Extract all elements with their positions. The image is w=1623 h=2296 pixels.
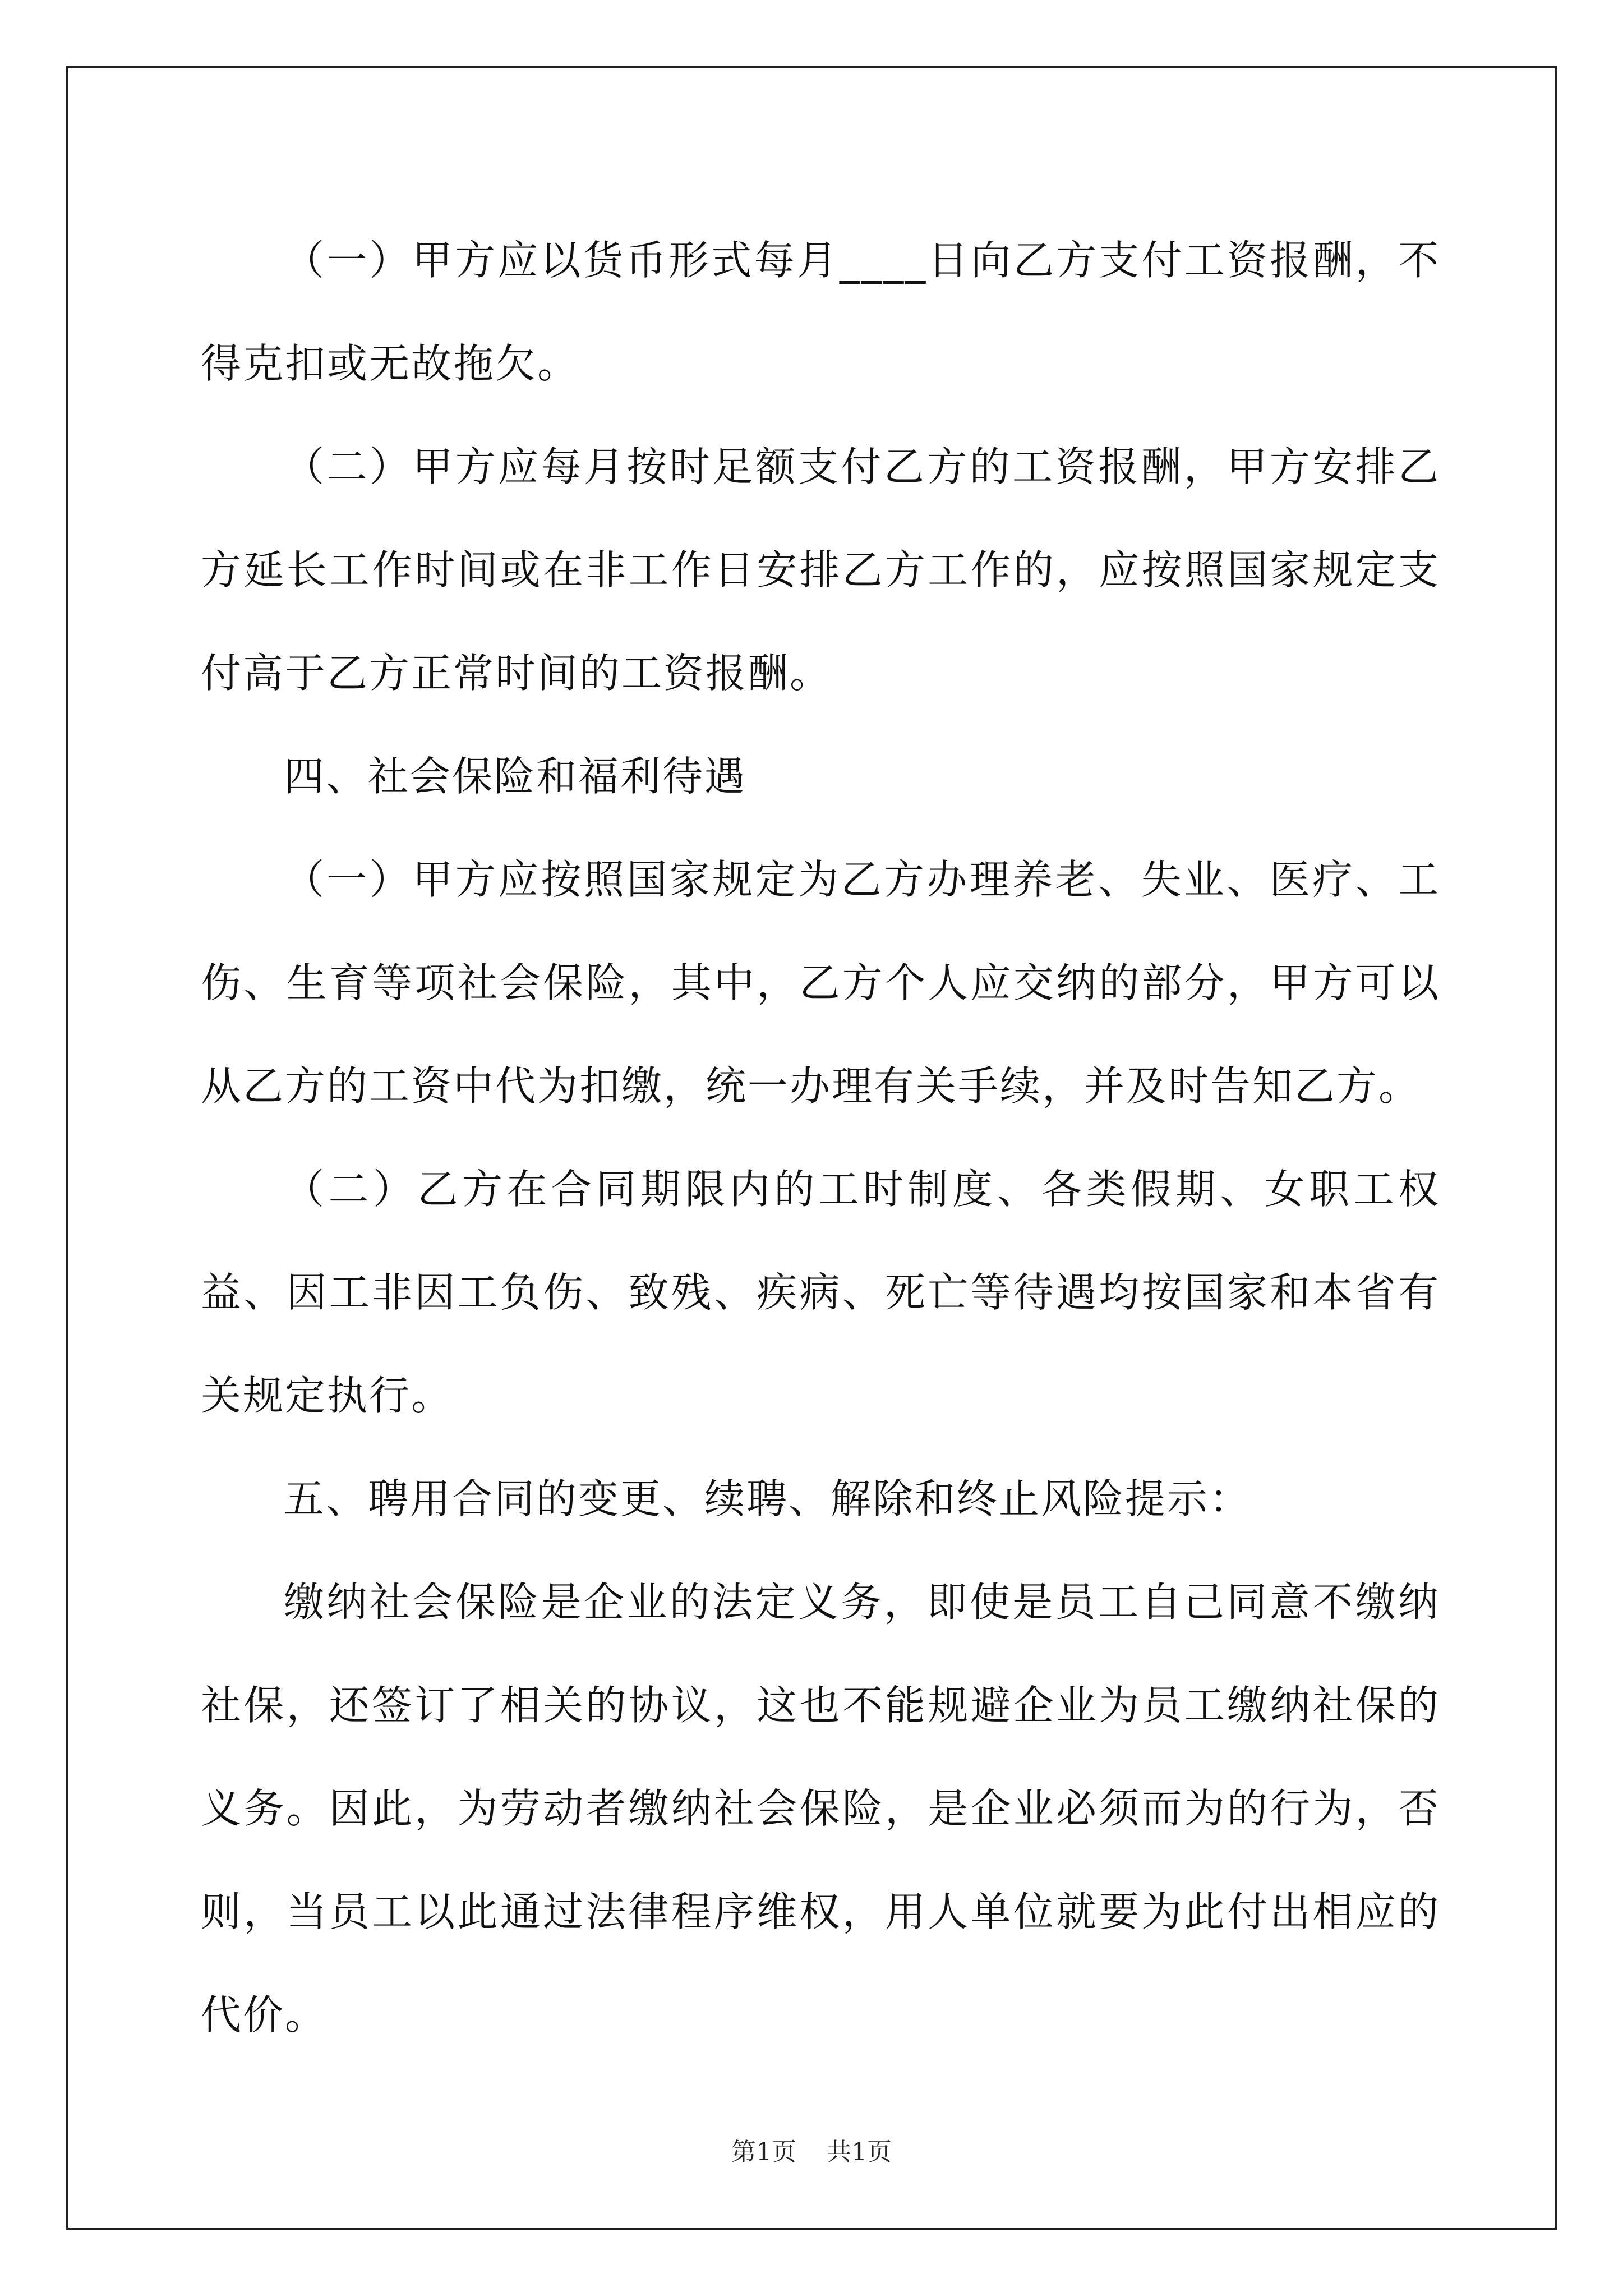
- page-number: 第1页: [731, 2138, 796, 2166]
- section-heading-social-insurance: 四、社会保险和福利待遇: [284, 753, 747, 800]
- paragraph-wage-payment-1: （一）甲方应以货币形式每月____日向乙方支付工资报酬，不得克扣或无故拖欠。: [201, 237, 1440, 387]
- document-body: [201, 209, 1440, 2067]
- paragraph-social-insurance-2: （二）乙方在合同期限内的工时制度、各类假期、女职工权益、因工非因工负伤、致残、疾病、死亡等待遇均按国家和本省有关规定执行。: [201, 1166, 1440, 1419]
- paragraph-social-insurance-1: （一）甲方应按照国家规定为乙方办理养老、失业、医疗、工伤、生育等项社会保险，其中，乙方个人应交纳的部分，甲方可以从乙方的工资中代为扣缴，统一办理有关手续，并及时告知乙方。: [201, 856, 1440, 1110]
- page-total: 共1页: [827, 2138, 892, 2166]
- page-footer: [0, 2132, 1623, 2168]
- section-heading-contract-changes: 五、聘用合同的变更、续聘、解除和终止风险提示：: [284, 1475, 1252, 1522]
- paragraph-wage-payment-2: （二）甲方应每月按时足额支付乙方的工资报酬，甲方安排乙方延长工作时间或在非工作日安排乙方工作的，应按照国家规定支付高于乙方正常时间的工资报酬。: [201, 443, 1440, 697]
- paragraph-risk-notice: 缴纳社会保险是企业的法定义务，即使是员工自己同意不缴纳社保，还签订了相关的协议，这也不能规避企业为员工缴纳社保的义务。因此，为劳动者缴纳社会保险，是企业必须而为的行为，否则，当员工以此通过法律程序维权，用人单位就要为此付出相应的代价。: [201, 1579, 1440, 2039]
